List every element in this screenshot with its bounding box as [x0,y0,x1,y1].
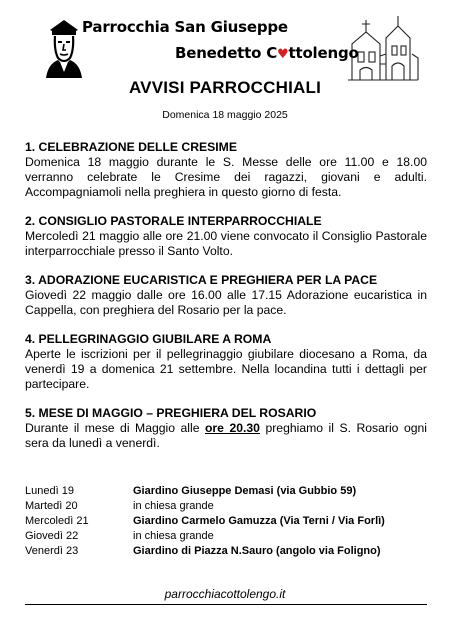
section-body [25,421,427,451]
schedule-day: Mercoledì 21 [25,515,89,527]
section-heading: 4. PELLEGRINAGGIO GIUBILARE A ROMA [25,332,272,346]
section-pilgrimage [25,332,427,392]
parish-subtitle [175,44,359,62]
section-pastoral-council [25,214,427,259]
section-eucharistic-adoration [25,273,427,318]
saint-portrait-icon [40,16,88,78]
parish-subtitle-start: Benedetto C [175,44,278,62]
section-heading: 5. MESE DI MAGGIO – PREGHIERA DEL ROSARIO [25,406,317,420]
section-heading: 1. CELEBRAZIONE DELLE CRESIME [25,140,237,154]
section-body: Mercoledì 21 maggio alle ore 21.00 viene convocato il Consiglio Pastorale interparrocchiale presso il Santo Volto. [25,229,427,258]
schedule-day: Giovedì 22 [25,530,79,542]
schedule-day: Venerdì 23 [25,545,79,557]
parish-name: Parrocchia San Giuseppe [82,18,288,36]
section-body-text: Durante il mese di Maggio alle [25,421,205,435]
section-body-text: preghiamo il S. Rosario ogni sera da lunedì a venerdì. [25,421,427,450]
rosary-schedule-table [25,484,427,559]
schedule-place: Giardino di Piazza N.Sauro (angolo via Foligno) [133,545,381,557]
page-title: AVVISI PARROCCHIALI [128,78,322,97]
schedule-day: Lunedì 19 [25,485,74,497]
section-body: Aperte le iscrizioni per il pellegrinaggio giubilare diocesano a Roma, da venerdì 19 a domenica 21 settembre. Nella locandina tutti i dettagli per partecipare. [25,347,427,391]
schedule-place: Giardino Giuseppe Demasi (via Gubbio 59) [133,485,357,497]
rosary-time: ore 20.30 [204,421,260,435]
schedule-place: in chiesa grande [133,530,214,542]
table-row [25,484,427,499]
heart-icon: ♥ [277,47,289,62]
notice-sections [25,140,427,465]
schedule-place: Giardino Carmelo Gamuzza (Via Terni / Via Forlì) [133,515,385,527]
section-body: Domenica 18 maggio durante le S. Messe delle ore 11.00 e 18.00 verranno celebrate le Cresime dei ragazzi, giovani e adulti. Accompagniamoli nella preghiera in questo giorno di festa. [25,155,427,199]
parish-subtitle-end: ttolengo [288,44,359,62]
website-link[interactable]: parrocchiacottolengo.it [164,587,286,601]
table-row [25,499,427,514]
section-confirmations [25,140,427,200]
section-heading: 3. ADORAZIONE EUCARISTICA E PREGHIERA PER LA PACE [25,273,378,287]
schedule-day: Martedì 20 [25,500,78,512]
notice-date: Domenica 18 maggio 2025 [162,109,288,121]
schedule-place: in chiesa grande [133,500,214,512]
section-body: Giovedì 22 maggio dalle ore 16.00 alle 17.15 Adorazione eucaristica in Cappella, con preghiera del Rosario per la pace. [25,288,427,317]
table-row [25,529,427,544]
table-row [25,544,427,559]
footer-divider [25,604,427,605]
table-row [25,514,427,529]
section-rosary-month [25,406,427,451]
section-heading: 2. CONSIGLIO PASTORALE INTERPARROCCHIALE [25,214,322,228]
